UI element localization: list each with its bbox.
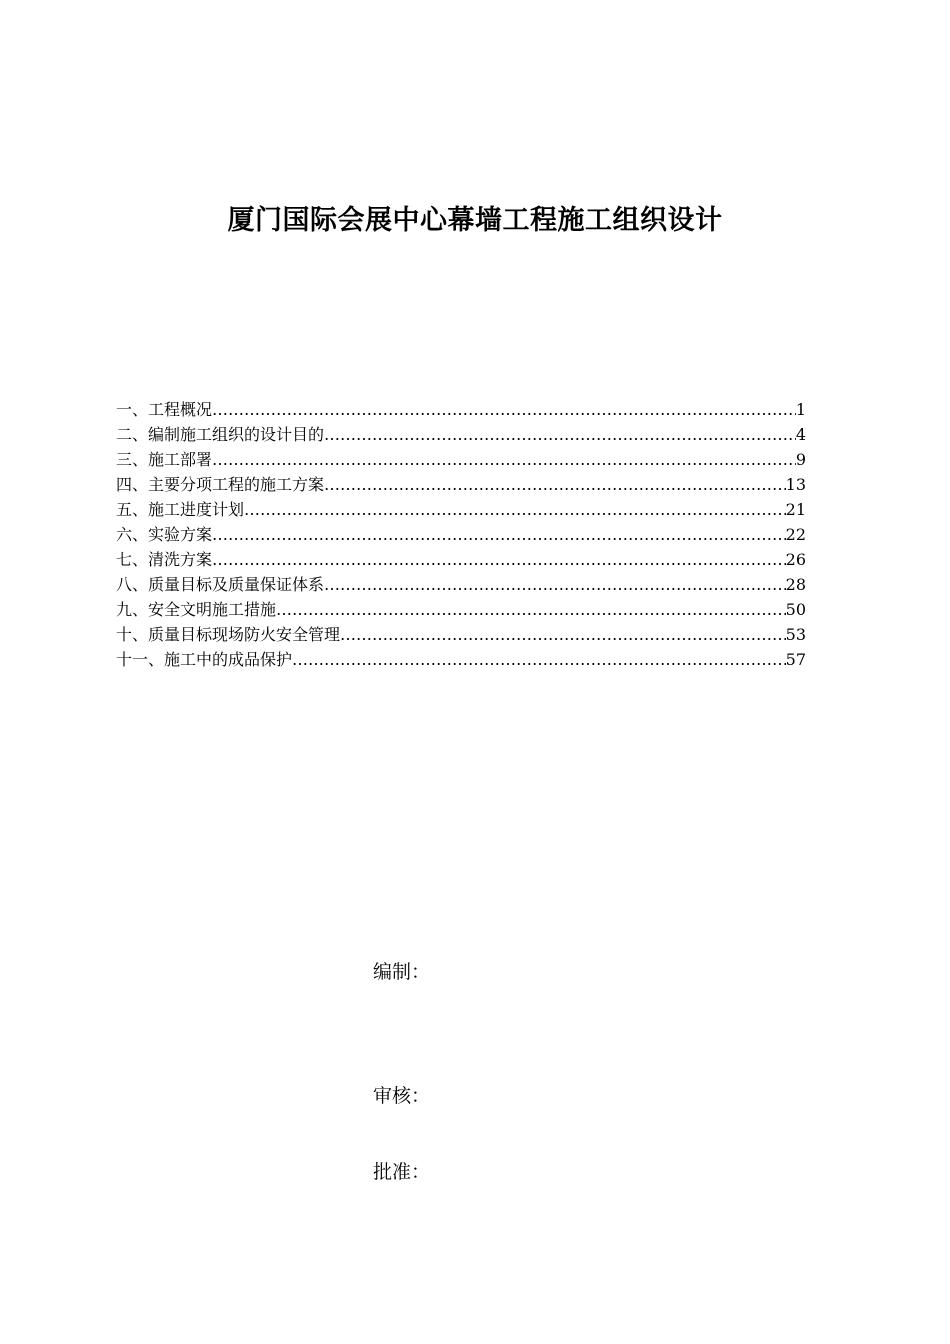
toc-item-label: 二、编制施工组织的设计目的 — [116, 425, 325, 444]
toc-item-page: 57 — [785, 650, 806, 669]
toc-item-page: 50 — [785, 600, 806, 619]
toc-dot-leader — [324, 472, 786, 497]
toc-item[interactable] — [116, 597, 806, 622]
toc-dot-leader — [340, 622, 786, 647]
toc-dot-leader — [212, 522, 786, 547]
toc-item-page: 13 — [785, 475, 806, 494]
reviewer-signoff-label: 审核： — [373, 1085, 431, 1107]
toc-item[interactable] — [116, 422, 806, 447]
toc-item-page: 1 — [795, 400, 806, 419]
toc-dot-leader — [276, 597, 786, 622]
toc-dot-leader — [244, 497, 786, 522]
toc-item-page: 22 — [785, 525, 806, 544]
toc-item[interactable] — [116, 622, 806, 647]
compiler-signoff-label: 编制： — [373, 961, 431, 983]
toc-item-label: 九、安全文明施工措施 — [116, 600, 277, 619]
table-of-contents — [116, 397, 806, 672]
toc-item[interactable] — [116, 497, 806, 522]
toc-item-page: 21 — [785, 500, 806, 519]
toc-item-label: 十、质量目标现场防火安全管理 — [116, 625, 341, 644]
toc-item-page: 28 — [785, 575, 806, 594]
toc-item[interactable] — [116, 547, 806, 572]
toc-item-label: 十一、施工中的成品保护 — [116, 650, 293, 669]
toc-item-page: 26 — [785, 550, 806, 569]
toc-dot-leader — [324, 572, 786, 597]
toc-dot-leader — [292, 647, 786, 672]
approver-signoff-label: 批准： — [373, 1161, 431, 1183]
toc-item[interactable] — [116, 572, 806, 597]
toc-item[interactable] — [116, 447, 806, 472]
toc-item-label: 五、施工进度计划 — [116, 500, 245, 519]
toc-dot-leader — [212, 547, 786, 572]
toc-dot-leader — [324, 422, 796, 447]
toc-item[interactable] — [116, 472, 806, 497]
toc-item[interactable] — [116, 397, 806, 422]
toc-item-label: 六、实验方案 — [116, 525, 213, 544]
toc-item-label: 八、质量目标及质量保证体系 — [116, 575, 325, 594]
toc-item[interactable] — [116, 647, 806, 672]
toc-item-label: 一、工程概况 — [116, 400, 213, 419]
toc-item-page: 4 — [795, 425, 806, 444]
toc-item-label: 七、清洗方案 — [116, 550, 213, 569]
toc-item-label: 三、施工部署 — [116, 450, 213, 469]
toc-item-page: 53 — [785, 625, 806, 644]
toc-item[interactable] — [116, 522, 806, 547]
toc-dot-leader — [212, 447, 796, 472]
document-title: 厦门国际会展中心幕墙工程施工组织设计 — [227, 205, 723, 236]
toc-dot-leader — [212, 397, 796, 422]
toc-item-page: 9 — [795, 450, 806, 469]
toc-item-label: 四、主要分项工程的施工方案 — [116, 475, 325, 494]
